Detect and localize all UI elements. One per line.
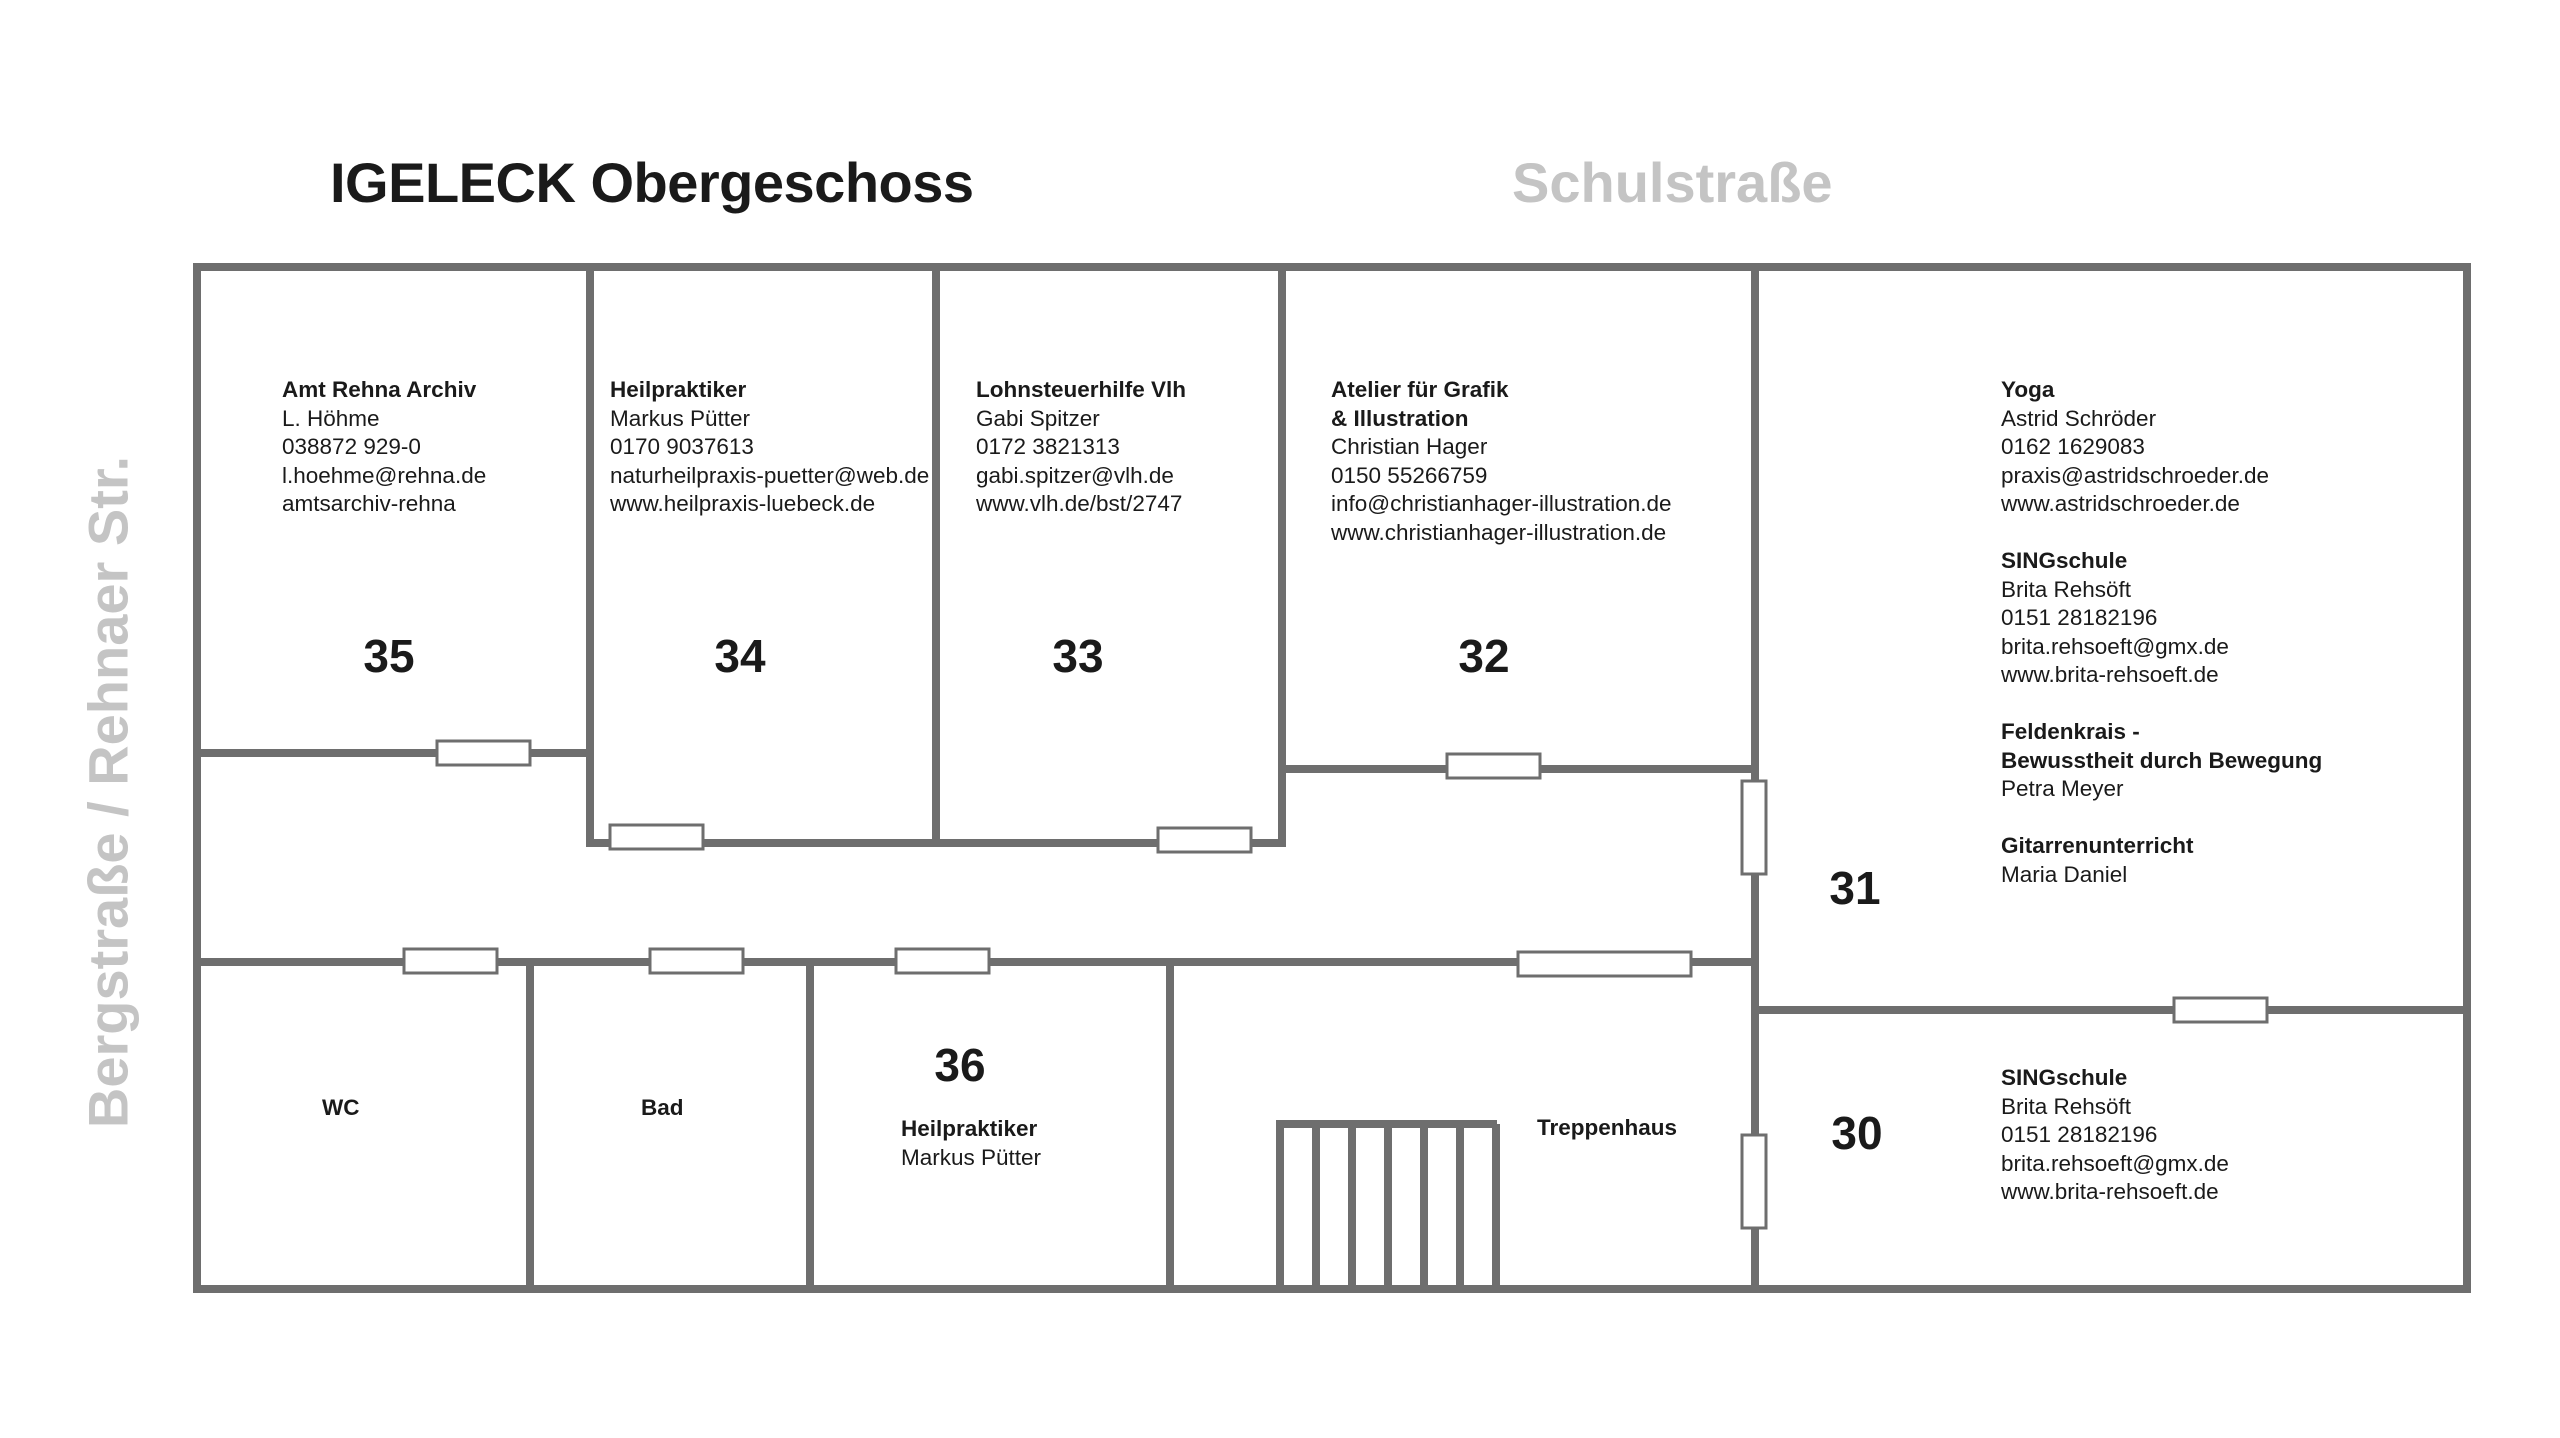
spacer [2001,804,2322,833]
door-treppenhaus [1518,952,1691,976]
room-30-web: www.brita-rehsoeft.de [2001,1179,2219,1204]
room-33-web: www.vlh.de/bst/2747 [976,491,1183,516]
door-35 [437,741,530,765]
room-31-feldenkrais-name-line2: Bewusstheit durch Bewegung [2001,747,2323,773]
room-31-number: 31 [1829,862,1881,914]
street-label-top: Schulstraße [1512,151,1833,214]
room-32-name-line2: & Illustration [1331,405,1469,431]
room-35-web: amtsarchiv-rehna [282,491,456,516]
room-30-contact: Brita Rehsöft [2001,1093,2132,1119]
room-32-info [1331,376,1672,547]
room-31-yoga-contact: Astrid Schröder [2001,405,2157,431]
room-31-gitarre-name: Gitarrenunterricht [2001,833,2194,858]
room-34-contact: Markus Pütter [610,405,751,431]
room-32-phone: 0150 55266759 [1331,462,1488,488]
room-31-sing-phone: 0151 28182196 [2001,605,2158,630]
room-wc-label: WC [322,1095,360,1120]
room-31-yoga-email: praxis@astridschroeder.de [2001,462,2269,488]
room-31-sing-web: www.brita-rehsoeft.de [2001,662,2219,687]
room-31-sing-email: brita.rehsoeft@gmx.de [2001,633,2229,659]
room-35-email: l.hoehme@rehna.de [282,462,487,488]
door-33 [1158,828,1251,852]
spacer [2001,519,2322,548]
room-32-name-line1: Atelier für Grafik [1331,377,1509,402]
room-33-email: gabi.spitzer@vlh.de [976,462,1174,488]
street-label-side: Bergstraße / Rehnaer Str. [76,455,140,1129]
room-treppenhaus-label: Treppenhaus [1537,1115,1678,1140]
room-30-number: 30 [1831,1107,1883,1159]
door-bad [650,949,743,973]
room-33-info [976,376,1186,519]
room-35-phone: 038872 929-0 [282,434,421,459]
room-30-name: SINGschule [2001,1065,2128,1090]
room-32-contact: Christian Hager [1331,434,1488,459]
door-31 [1742,781,1766,874]
page-title: IGELECK Obergeschoss [330,151,974,214]
room-36-info [901,1115,1041,1172]
room-32-web: www.christianhager-illustration.de [1331,519,1667,545]
room-30-info [2001,1064,2229,1207]
room-31-yoga-name: Yoga [2001,377,2055,402]
room-33-phone: 0172 3821313 [976,434,1120,459]
door-30 [1742,1135,1766,1228]
room-bad-label: Bad [641,1095,684,1120]
door-32 [1447,754,1540,778]
room-31-sing-name: SINGschule [2001,548,2128,573]
room-34-name: Heilpraktiker [610,377,747,402]
door-wc [404,949,497,973]
room-35-number: 35 [363,630,415,682]
room-33-name: Lohnsteuerhilfe Vlh [976,377,1187,402]
room-32-number: 32 [1458,630,1510,682]
room-31-gitarre-contact: Maria Daniel [2001,861,2128,887]
door-31-30 [2174,998,2267,1022]
room-33-contact: Gabi Spitzer [976,405,1100,431]
room-34-phone: 0170 9037613 [610,434,754,459]
room-35-info [282,376,486,519]
room-36-name: Heilpraktiker [901,1116,1038,1141]
room-33-number: 33 [1052,630,1104,682]
stairs [1276,1124,1497,1289]
room-31-sing-contact: Brita Rehsöft [2001,576,2132,602]
room-34-web: www.heilpraxis-luebeck.de [610,491,876,516]
room-35-contact: L. Höhme [282,405,380,431]
room-34-email: naturheilpraxis-puetter@web.de [610,462,930,488]
room-31-feldenkrais-name-line1: Feldenkrais - [2001,719,2140,744]
room-34-info [610,376,929,519]
room-31-info [2001,376,2322,889]
room-31-yoga-phone: 0162 1629083 [2001,434,2145,459]
room-36-number: 36 [934,1039,986,1091]
room-35-name: Amt Rehna Archiv [282,377,477,402]
room-30-email: brita.rehsoeft@gmx.de [2001,1150,2229,1176]
room-36-contact: Markus Pütter [901,1144,1042,1170]
spacer [2001,690,2322,719]
room-31-feldenkrais-contact: Petra Meyer [2001,776,2124,801]
room-32-email: info@christianhager-illustration.de [1331,491,1672,516]
room-34-number: 34 [714,630,766,682]
door-36 [896,949,989,973]
room-31-yoga-web: www.astridschroeder.de [2001,491,2240,516]
room-30-phone: 0151 28182196 [2001,1122,2158,1147]
door-34 [610,825,703,849]
